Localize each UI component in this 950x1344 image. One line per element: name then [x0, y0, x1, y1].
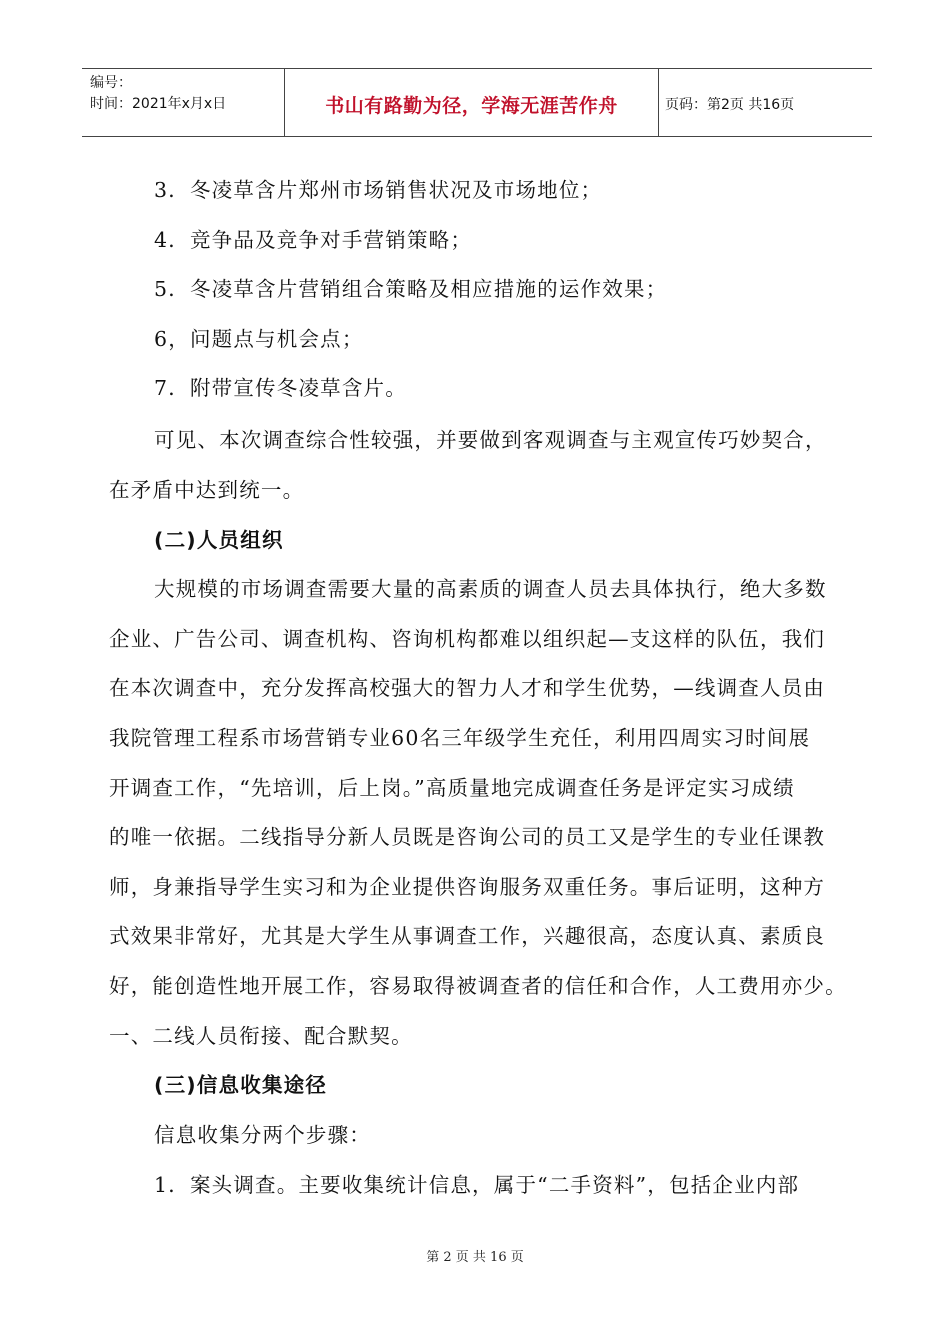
- list-item: 5．冬凌草含片营销组合策略及相应措施的运作效果；: [154, 277, 668, 301]
- paragraph-line: 信息收集分两个步骤：: [154, 1123, 371, 1147]
- page-footer: 第 2 页 共 16 页: [426, 1250, 524, 1265]
- list-item: 1．案头调查。主要收集统计信息，属于“二手资料”，包括企业内部: [154, 1173, 800, 1197]
- paragraph-line: 大规模的市场调查需要大量的高素质的调查人员去具体执行，绝大多数: [154, 577, 827, 601]
- list-item: 7．附带宣传冬凌草含片。: [154, 376, 407, 400]
- number-label: 编号：: [90, 75, 132, 91]
- section-heading: (三)信息收集途径: [154, 1073, 328, 1097]
- paragraph-line: 可见、本次调查综合性较强，并要做到客观调查与主观宣传巧妙契合，: [154, 428, 827, 452]
- list-item: 3．冬凌草含片郑州市场销售状况及市场地位；: [154, 178, 603, 202]
- paragraph-line: 式效果非常好，尤其是大学生从事调查工作，兴趣很高，态度认真、素质良: [109, 924, 826, 948]
- time-label: 时间：2021年x月x日: [90, 96, 227, 112]
- header-left-cell: [82, 69, 285, 136]
- paragraph-line: 在本次调查中，充分发挥高校强大的智力人才和学生优势，—线调查人员由: [109, 676, 826, 700]
- paragraph-line: 师，身兼指导学生实习和为企业提供咨询服务双重任务。事后证明，这种方: [109, 875, 826, 899]
- paragraph-line: 在矛盾中达到统一。: [109, 478, 305, 502]
- header-middle-cell: [285, 69, 659, 136]
- header-right-cell: [659, 69, 872, 136]
- paragraph-line: 一、二线人员衔接、配合默契。: [109, 1024, 413, 1048]
- paragraph-line: 开调查工作，“先培训，后上岗。”高质量地完成调查任务是评定实习成绩: [109, 776, 795, 800]
- paragraph-line: 我院管理工程系市场营销专业60名三年级学生充任，利用四周实习时间展: [109, 726, 811, 750]
- paragraph-line: 企业、广告公司、调查机构、咨询机构都难以组织起—支这样的队伍，我们: [109, 627, 826, 651]
- list-item: 4．竞争品及竞争对手营销策略；: [154, 228, 473, 252]
- section-heading: (二)人员组织: [154, 528, 284, 552]
- page-header: [82, 68, 872, 137]
- paragraph-line: 好，能创造性地开展工作，容易取得被调查者的信任和合作，人工费用亦少。: [109, 974, 847, 998]
- paragraph-line: 的唯一依据。二线指导分新人员既是咨询公司的员工又是学生的专业任课教: [109, 825, 826, 849]
- list-item: 6，问题点与机会点；: [154, 327, 364, 351]
- header-page-code: 页码：第2页 共16页: [665, 97, 795, 113]
- header-motto: 书山有路勤为径，学海无涯苦作舟: [325, 95, 618, 117]
